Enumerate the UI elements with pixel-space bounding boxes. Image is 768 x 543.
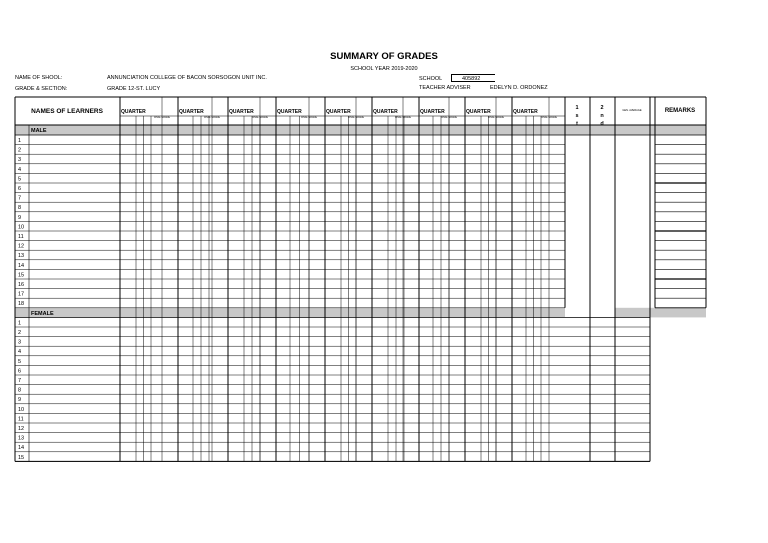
final-grade-header: FINAL GRADE (441, 116, 457, 119)
row-number: 2 (18, 147, 22, 154)
school-name-label: NAME OF SHOOL: (15, 75, 63, 81)
sem2-header: 2 (600, 105, 604, 111)
quarter-header: QUARTER (121, 109, 146, 115)
row-number: 2 (18, 330, 22, 336)
quarter-header: QUARTER (229, 109, 254, 115)
sem1-header: s (575, 113, 579, 119)
row-number: 9 (18, 214, 22, 221)
row-number: 8 (18, 205, 22, 212)
school-id-label: SCHOOL (419, 76, 443, 82)
row-number: 16 (18, 282, 25, 288)
row-number: 11 (18, 416, 24, 423)
quarter-header: QUARTER (373, 109, 398, 115)
row-number: 3 (18, 157, 22, 164)
sem1-header: 1 (575, 105, 579, 111)
row-number: 1 (18, 320, 22, 327)
row-number: 14 (18, 445, 25, 452)
final-grade-header: FINAL GRADE (301, 116, 317, 119)
school-id-value: 405892 (451, 74, 495, 82)
page-title: SUMMARY OF GRADES (330, 51, 438, 62)
final-grade-header: FINAL GRADE (204, 116, 220, 119)
quarter-header: QUARTER (420, 109, 445, 115)
row-number: 7 (18, 195, 22, 202)
adviser-label: TEACHER ADVISER (419, 85, 471, 91)
row-number: 14 (18, 262, 25, 269)
final-grade-header: FINAL GRADE (395, 116, 411, 119)
row-number: 13 (18, 435, 25, 442)
row-number: 10 (18, 224, 25, 231)
final-grade-header: FINAL GRADE (154, 116, 170, 119)
row-number: 3 (18, 339, 22, 346)
row-number: 6 (18, 186, 22, 192)
row-number: 18 (18, 301, 25, 308)
row-number: 10 (18, 406, 25, 413)
sem2-header: n (600, 113, 604, 119)
row-number: 5 (18, 358, 22, 365)
names-of-learners-header: NAMES OF LEARNERS (31, 108, 103, 115)
grade-section-value: GRADE 12-ST. LUCY (107, 86, 161, 92)
school-year: SCHOOL YEAR 2019-2020 (350, 66, 418, 72)
quarter-header: QUARTER (466, 109, 491, 115)
quarter-header: QUARTER (277, 109, 302, 115)
remarks-shade (655, 125, 706, 135)
sem2-header: d (600, 121, 604, 127)
row-number: 13 (18, 253, 25, 260)
school-name-value: ANNUNCIATION COLLEGE OF BACON SORSOGON UNIT INC. (107, 75, 267, 81)
final-grade-header: FINAL GRADE (488, 116, 504, 119)
row-number: 4 (18, 349, 22, 356)
quarter-header: QUARTER (179, 109, 204, 115)
row-number: 9 (18, 397, 22, 404)
female-label: FEMALE (31, 310, 54, 317)
row-number: 15 (18, 272, 25, 279)
final-grade-header: FINAL GRADE (348, 116, 364, 119)
row-number: 6 (18, 368, 22, 375)
gen-average-shade (615, 308, 706, 318)
row-number: 12 (18, 426, 25, 432)
quarter-header: QUARTER (326, 109, 351, 115)
male-section-bar (15, 125, 655, 135)
row-number: 1 (18, 138, 22, 144)
row-number: 7 (18, 378, 22, 384)
remarks-header: REMARKS (664, 108, 696, 114)
row-number: 17 (18, 291, 25, 298)
adviser-value: EDELYN D. ORDONEZ (490, 85, 548, 91)
quarter-header: QUARTER (513, 109, 538, 115)
row-number: 11 (18, 234, 24, 240)
gen-average-header: GEN. AVERAGE (622, 109, 642, 112)
row-number: 4 (18, 166, 22, 173)
final-grade-header: FINAL GRADE (541, 116, 557, 119)
row-number: 5 (18, 176, 22, 183)
male-label: MALE (31, 128, 47, 134)
final-grade-header: FINAL GRADE (252, 116, 268, 119)
row-number: 15 (18, 454, 25, 461)
sem1-header: t (576, 121, 578, 127)
grade-section-label: GRADE & SECTION: (15, 86, 68, 92)
row-number: 8 (18, 387, 22, 394)
row-number: 12 (18, 243, 25, 250)
